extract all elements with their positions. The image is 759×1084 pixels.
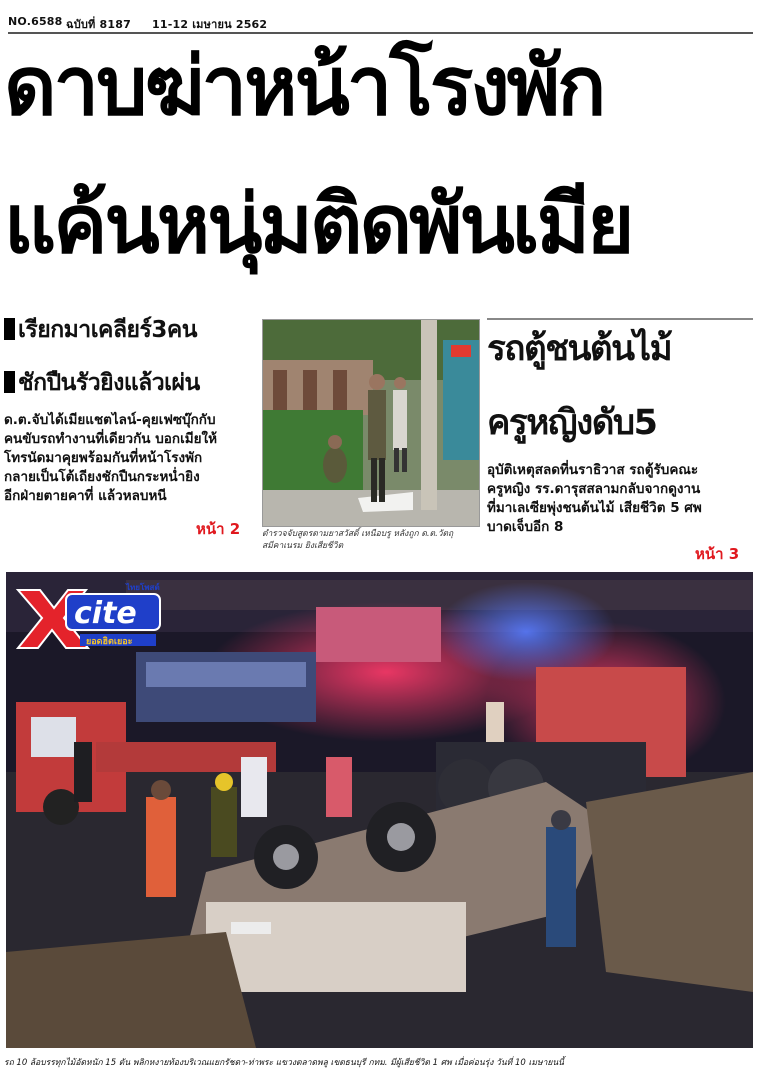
bullet-square-icon <box>4 318 15 340</box>
bullet-2 <box>4 369 256 397</box>
body-line: ที่มาเลเซียพุ่งชนต้นไม้ เสียชีวิต 5 ศพ <box>487 500 702 516</box>
photo1-caption <box>262 528 482 552</box>
bullet-1 <box>4 316 256 344</box>
edition-number: ฉบับที่ 8187 <box>66 18 131 31</box>
xcite-logo <box>14 580 164 654</box>
logo-tagline-top: ไทยโพสต์ <box>126 583 160 592</box>
page-ref-3: หน้า 3 <box>695 545 740 563</box>
masthead <box>8 6 753 34</box>
body-line: อุบัติเหตุสลดที่นราธิวาส รถตู้รับคณะ <box>487 462 699 478</box>
left-story-body <box>4 411 258 506</box>
issue-date: 11-12 เมษายน 2562 <box>152 18 268 31</box>
right-headline-line1: รถตู้ชนต้นไม้ <box>487 329 672 369</box>
body-line: บาดเจ็บอีก 8 <box>487 519 564 535</box>
bullet-1-text: เรียกมาเคลียร์3คน <box>18 317 197 343</box>
caption-line: สมีคาเนรม ยิงเสียชีวิต <box>262 541 344 551</box>
body-line: ด.ต.จับได้เมียแชตไลน์-คุยเฟซบุ๊กกับ <box>4 412 216 428</box>
logo-text: cite <box>74 596 137 631</box>
body-line: คนขับรถทำงานที่เดียวกัน บอกเมียให้ <box>4 431 218 447</box>
page-ref-2: หน้า 2 <box>196 520 241 538</box>
right-headline-line2: ครูหญิงดับ5 <box>487 403 657 443</box>
bullet-2-text: ชักปืนรัวยิงแล้วเผ่น <box>18 370 200 396</box>
issue-number: NO.6588 <box>8 15 63 28</box>
bullet-square-icon <box>4 371 15 393</box>
logo-tagline-bottom: ยอดฮิตเยอะ <box>86 637 133 647</box>
xcite-logo-image <box>14 580 164 654</box>
body-line: ครูหญิง รร.ดารุสสลามกลับจากดูงาน <box>487 481 701 497</box>
police-scene-photo <box>262 319 480 527</box>
main-headline-line2: แค้นหนุ่มติดพันเมีย <box>4 178 632 272</box>
police-scene-image <box>263 320 479 526</box>
main-headline-line1: ดาบฆ่าหน้าโรงพัก <box>4 40 604 134</box>
body-line: อีกฝ่ายตายคาที่ แล้วหลบหนี <box>4 488 167 504</box>
photo2-caption: รถ 10 ล้อบรรทุกไม้อัดหนัก 15 ตัน พลิกหงายท้องบริเวณแยกรัชดา-ท่าพระ แขวงตลาดพลู เขตธนบุรี กทม. มีผู้เสียชีวิต 1 ศพ เมื่อค่อนรุ่ง วันที่ 10 เมษายนนี้ <box>4 1058 564 1068</box>
body-line: กลายเป็นโต้เถียงชักปืนกระหน่ำยิง <box>4 469 200 485</box>
body-line: โทรนัดมาคุยพร้อมกันที่หน้าโรงพัก <box>4 450 203 466</box>
divider <box>487 318 753 320</box>
caption-line: ตำรวจจับสูตรตามยาสวัสดิ์ เหนือบรู หลังถูก ด.ต.วัตถุ <box>262 529 454 539</box>
right-story-body <box>487 461 753 537</box>
